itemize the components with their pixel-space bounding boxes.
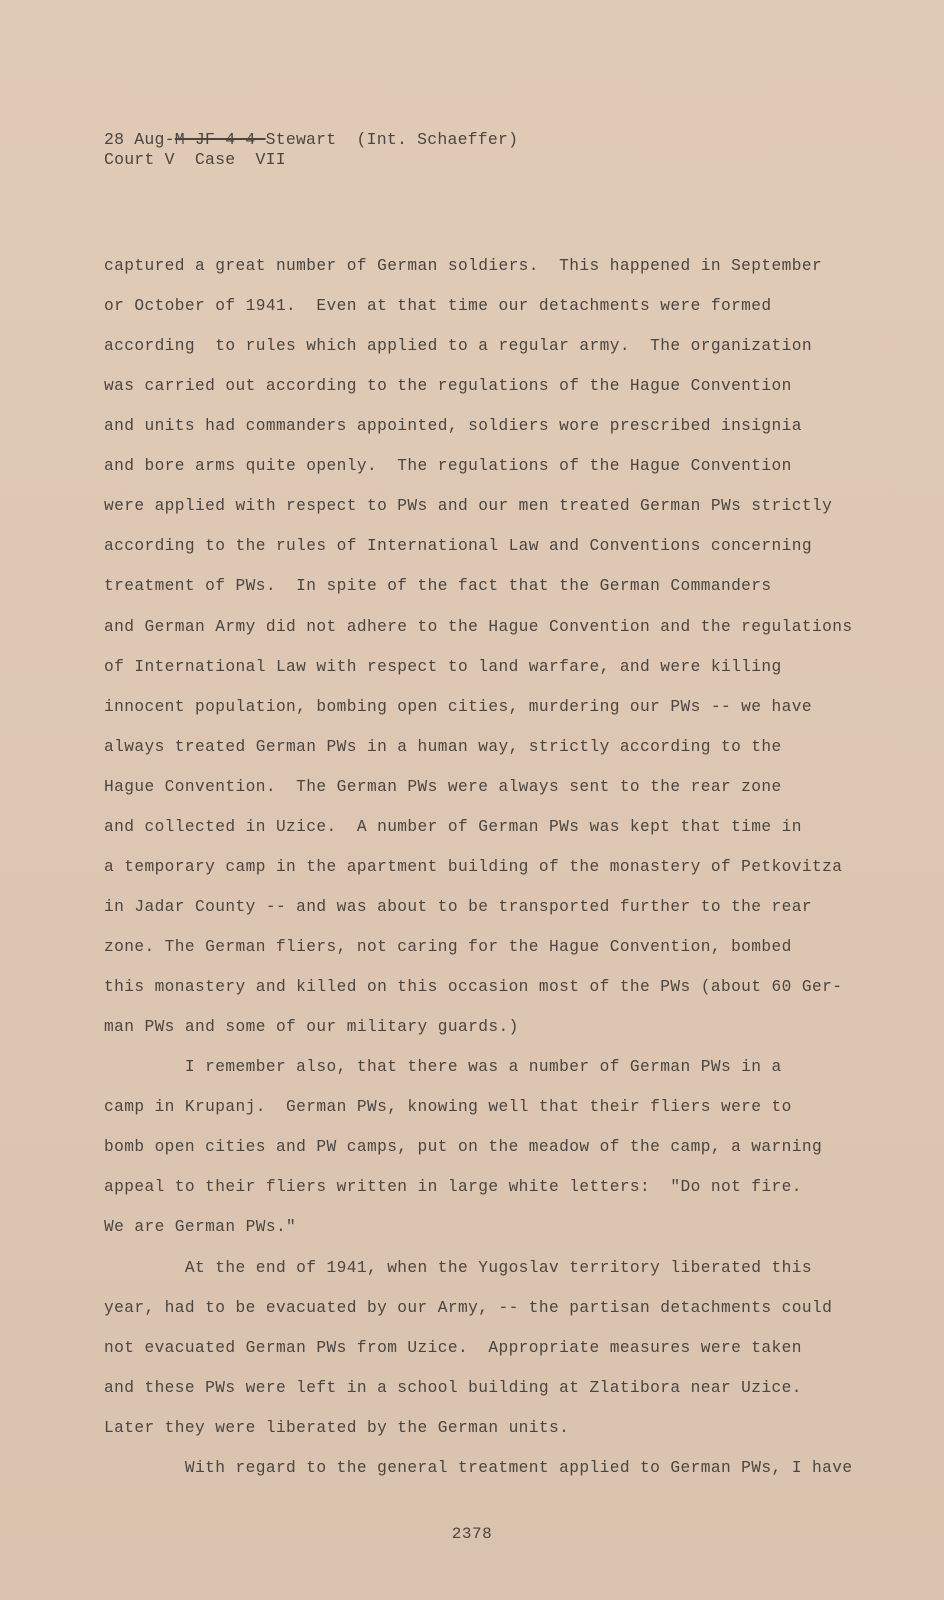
text-line: appeal to their fliers written in large white letters: "Do not fire. bbox=[104, 1178, 802, 1196]
text-line: not evacuated German PWs from Uzice. Appropriate measures were taken bbox=[104, 1339, 802, 1357]
document-header bbox=[104, 130, 518, 170]
text-line: I remember also, that there was a number of German PWs in a bbox=[104, 1058, 782, 1076]
text-line: and these PWs were left in a school building at Zlatibora near Uzice. bbox=[104, 1379, 802, 1397]
text-line: was carried out according to the regulations of the Hague Convention bbox=[104, 377, 792, 395]
text-line: and German Army did not adhere to the Hague Convention and the regulations bbox=[104, 618, 853, 636]
header-line-1 bbox=[104, 130, 518, 150]
text-line: treatment of PWs. In spite of the fact that the German Commanders bbox=[104, 577, 772, 595]
text-line: according to rules which applied to a regular army. The organization bbox=[104, 337, 812, 355]
text-line: At the end of 1941, when the Yugoslav territory liberated this bbox=[104, 1259, 812, 1277]
text-line: bomb open cities and PW camps, put on the meadow of the camp, a warning bbox=[104, 1138, 823, 1156]
text-line: year, had to be evacuated by our Army, -- the partisan detachments could bbox=[104, 1299, 833, 1317]
text-line: camp in Krupanj. German PWs, knowing well that their fliers were to bbox=[104, 1098, 792, 1116]
text-line: We are German PWs." bbox=[104, 1218, 297, 1236]
text-line: always treated German PWs in a human way, strictly according to the bbox=[104, 738, 782, 756]
text-line: Hague Convention. The German PWs were always sent to the rear zone bbox=[104, 778, 782, 796]
text-line: Later they were liberated by the German units. bbox=[104, 1419, 570, 1437]
text-line: were applied with respect to PWs and our men treated German PWs strictly bbox=[104, 497, 833, 515]
text-line: a temporary camp in the apartment building of the monastery of Petkovitza bbox=[104, 858, 843, 876]
text-line: or October of 1941. Even at that time our detachments were formed bbox=[104, 297, 772, 315]
text-line: and bore arms quite openly. The regulations of the Hague Convention bbox=[104, 457, 792, 475]
header-line-2: Court V Case VII bbox=[104, 150, 286, 169]
text-line: zone. The German fliers, not caring for the Hague Convention, bombed bbox=[104, 938, 792, 956]
text-line: and units had commanders appointed, soldiers wore prescribed insignia bbox=[104, 417, 802, 435]
text-line: according to the rules of International Law and Conventions concerning bbox=[104, 537, 812, 555]
text-line: captured a great number of German soldiers. This happened in September bbox=[104, 257, 823, 275]
text-line: of International Law with respect to land warfare, and were killing bbox=[104, 658, 782, 676]
text-line: this monastery and killed on this occasion most of the PWs (about 60 Ger- bbox=[104, 978, 843, 996]
header-struck-code: M-JF-4-4- bbox=[174, 130, 266, 149]
text-line: man PWs and some of our military guards.) bbox=[104, 1018, 519, 1036]
text-line: With regard to the general treatment applied to German PWs, I have bbox=[104, 1459, 853, 1477]
text-line: in Jadar County -- and was about to be transported further to the rear bbox=[104, 898, 812, 916]
page-number: 2378 bbox=[451, 1525, 493, 1543]
header-date: 28 Aug- bbox=[104, 130, 175, 149]
text-line: and collected in Uzice. A number of German PWs was kept that time in bbox=[104, 818, 802, 836]
header-reporter: Stewart (Int. Schaeffer) bbox=[265, 130, 519, 149]
text-line: innocent population, bombing open cities, murdering our PWs -- we have bbox=[104, 698, 812, 716]
